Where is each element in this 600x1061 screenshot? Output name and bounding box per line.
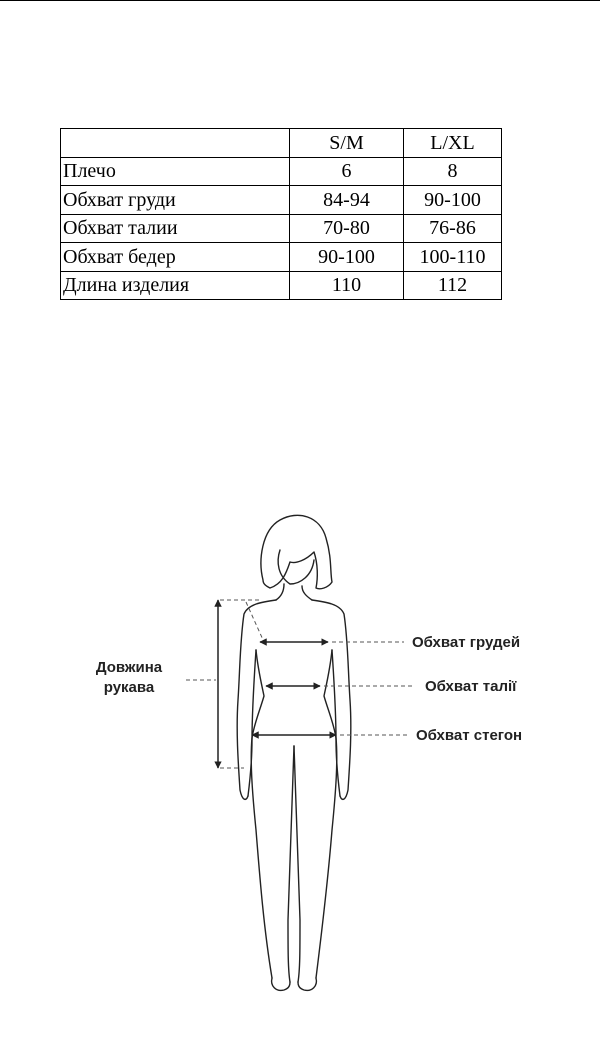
row-label: Обхват груди [61, 186, 290, 215]
row-label: Плечо [61, 157, 290, 186]
row-label: Обхват бедер [61, 243, 290, 272]
body-measurement-figure [0, 500, 600, 1020]
size-table [60, 128, 502, 300]
row-sm-value: 110 [290, 271, 404, 300]
chest-label: Обхват грудей [412, 634, 521, 651]
body-outline-icon [237, 515, 351, 990]
table-header-row [61, 129, 502, 158]
table-row [61, 157, 502, 186]
row-lxl-value: 90-100 [404, 186, 502, 215]
row-label: Обхват талии [61, 214, 290, 243]
row-label: Длина изделия [61, 271, 290, 300]
table-row [61, 243, 502, 272]
row-sm-value: 90-100 [290, 243, 404, 272]
waist-label: Обхват талії [425, 678, 517, 695]
header-empty-cell [61, 129, 290, 158]
sleeve-length-label-line1: Довжина [95, 659, 163, 676]
table-row [61, 271, 502, 300]
row-lxl-value: 112 [404, 271, 502, 300]
row-sm-value: 70-80 [290, 214, 404, 243]
top-divider [0, 0, 600, 1]
row-sm-value: 84-94 [290, 186, 404, 215]
row-sm-value: 6 [290, 157, 404, 186]
header-sm: S/M [290, 129, 404, 158]
row-lxl-value: 8 [404, 157, 502, 186]
table-row [61, 214, 502, 243]
hips-label: Обхват стегон [416, 727, 523, 744]
sleeve-length-label-line2: рукава [103, 679, 155, 696]
table-row [61, 186, 502, 215]
row-lxl-value: 100-110 [404, 243, 502, 272]
header-lxl: L/XL [404, 129, 502, 158]
row-lxl-value: 76-86 [404, 214, 502, 243]
